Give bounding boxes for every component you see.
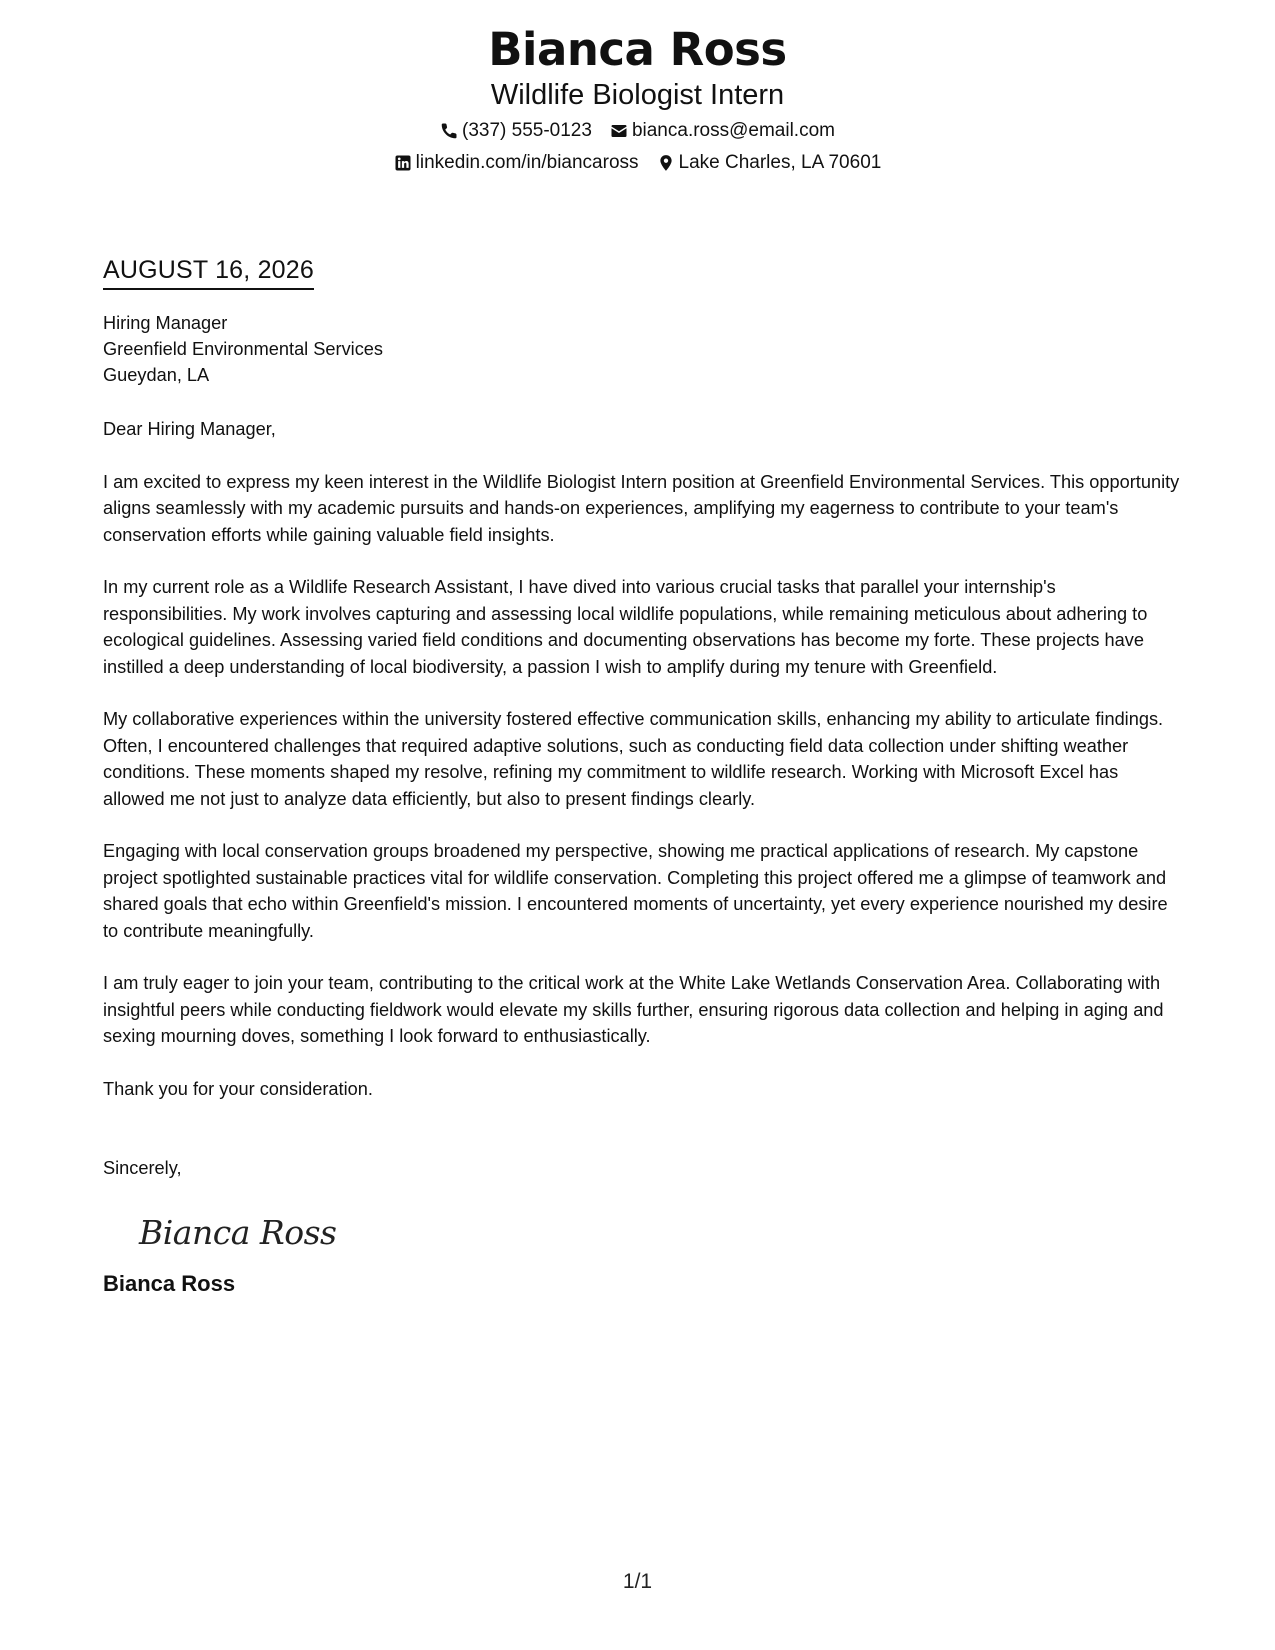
contact-phone [440,119,592,143]
map-marker-icon [657,154,675,172]
linkedin-icon [394,154,412,172]
handwritten-signature [135,1208,1183,1258]
signer-name: Bianca Ross [103,1270,236,1296]
closing-line: Sincerely, [103,1158,182,1178]
email-text: bianca.ross@email.com [631,120,835,141]
linkedin-text: linkedin.com/in/biancaross [415,152,639,173]
body-paragraph: In my current role as a Wildlife Research Assistant, I have dived into various crucial tasks that parallel your internship's responsibilities. My work involves capturing and assessing local wildlife populations, while remaining meticulous about adhering to ecological guidelines. Assessing varied field conditions and documenting observations has become my forte. These projects have instilled a deep understanding of local biodiversity, a passion I wish to amplify during my tenure with Greenfield. [103,577,1148,677]
salutation: Dear Hiring Manager, [103,419,276,439]
body-paragraph: I am truly eager to join your team, contributing to the critical work at the White Lake Wetlands Conservation Area. Collaborating with insightful peers while conducting fieldwork would elevate my skills further, ensuring rigorous data collection and helping in aging and sexing mourning doves, something I look forward to enthusiastically. [103,973,1164,1046]
recipient-block [103,310,1183,388]
phone-icon [440,122,458,140]
contact-location [657,151,882,175]
letter-body [103,254,1183,1298]
contact-row-2 [0,151,1275,175]
recipient-line: Gueydan, LA [103,365,210,385]
svg-text:Bianca Ross: Bianca Ross [139,1212,337,1252]
letter-header [0,22,1275,175]
page-indicator: 1/1 [622,1570,653,1593]
applicant-title: Wildlife Biologist Intern [490,79,785,111]
letter-date: AUGUST 16, 2026 [103,254,314,290]
body-paragraph: I am excited to express my keen interest in the Wildlife Biologist Intern position at Greenfield Environmental Services. This opportunity aligns seamlessly with my academic pursuits and hands-on experiences, amplifying my eagerness to contribute to your team's conservation efforts while gaining valuable field insights. [103,471,1180,545]
contact-email[interactable] [610,119,835,143]
recipient-line: Hiring Manager [103,313,228,333]
recipient-line: Greenfield Environmental Services [103,339,384,359]
envelope-icon [610,122,628,140]
body-paragraph: My collaborative experiences within the university fostered effective communication skills, enhancing my ability to articulate findings. Often, I encountered challenges that required adaptive solutions, such as conducting field data collection under shifting weather conditions. These moments shaped my resolve, refining my commitment to wildlife research. Working with Microsoft Excel has allowed me not just to analyze data efficiently, but also to present findings clearly. [103,709,1164,809]
location-text: Lake Charles, LA 70601 [678,152,882,173]
thanks-line: Thank you for your consideration. [103,1078,373,1099]
phone-text: (337) 555-0123 [462,120,592,141]
body-paragraph: Engaging with local conservation groups broadened my perspective, showing me practical applications of research. My capstone project spotlighted sustainable practices vital for wildlife conservation. Completing this project offered me a glimpse of teamwork and shared goals that echo within Greenfield's mission. I encountered moments of uncertainty, yet every experience nourished my desire to contribute meaningfully. [103,841,1168,941]
applicant-name: Bianca Ross [488,23,787,76]
contact-row-1 [0,119,1275,143]
contact-linkedin[interactable] [394,151,639,175]
